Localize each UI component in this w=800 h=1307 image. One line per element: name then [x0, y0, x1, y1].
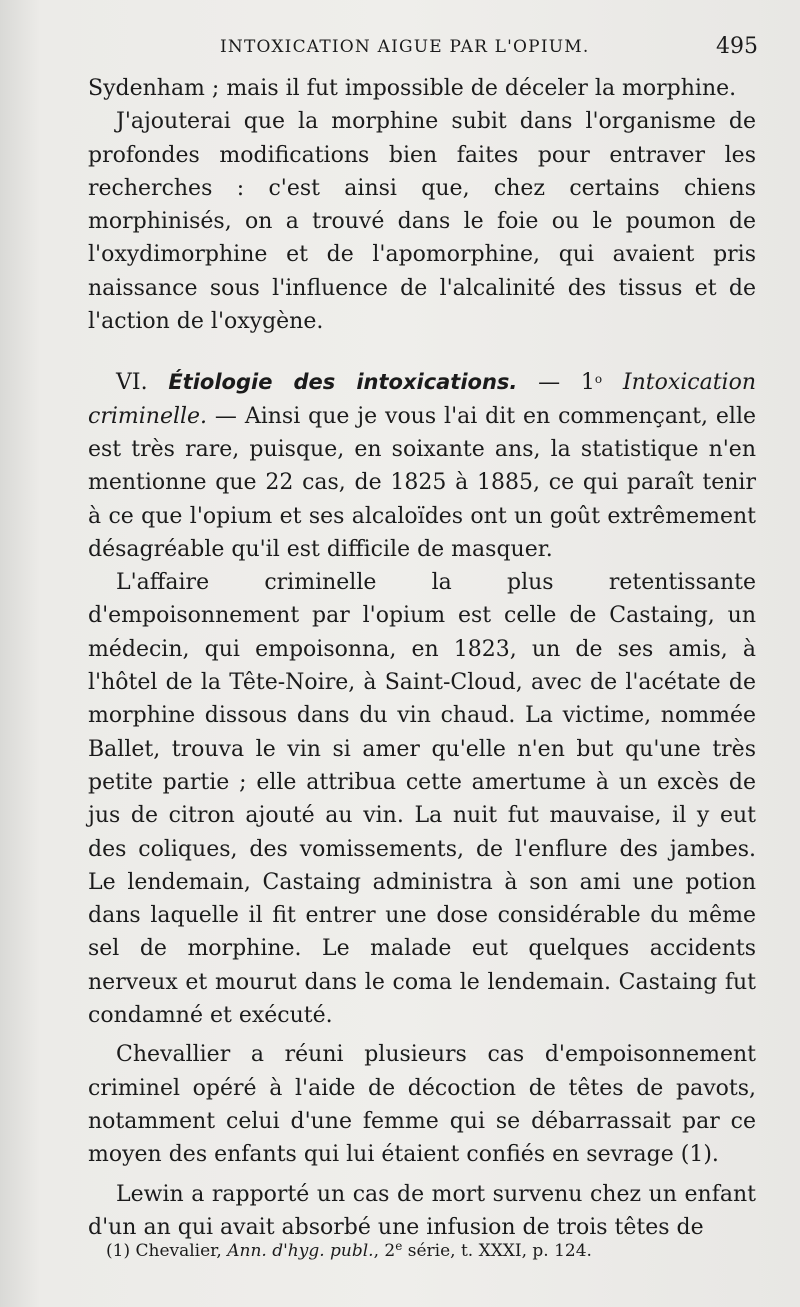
footnote-journal: Ann. d'hyg. publ.	[227, 1241, 374, 1261]
section-number: VI.	[116, 370, 148, 396]
footnote-marker: (1) Chevalier,	[106, 1241, 228, 1261]
page-body	[88, 72, 756, 1244]
section-text: — Ainsi que je vous l'ai dit en commençant, elle est très rare, puisque, en soixante ans, la statistique n'en mentionne que 22 cas, de 1825 à 1885, ce qui paraît tenir à ce que l'opium et ses alcaloïdes ont un goût extrêmement désagréable qu'il est difficile de masquer.	[88, 403, 756, 562]
paragraph-chevallier: Chevallier a réuni plusieurs cas d'empoisonnement criminel opéré à l'aide de décoction de têtes de pavots, notamment celui d'une femme qui se débarrassait par ce moyen des enfants qui lui étaient confiés en sevrage (1).	[88, 1042, 756, 1168]
footnote-series: , 2	[373, 1241, 396, 1261]
paragraph-lewin: Lewin a rapporté un cas de mort survenu chez un enfant d'un an qui avait absorbé une infusion de trois têtes de	[88, 1181, 756, 1240]
footnote	[106, 1234, 746, 1263]
page-number: 495	[716, 34, 758, 59]
section-title: Étiologie des intoxications.	[168, 370, 518, 395]
page-header	[88, 34, 760, 64]
ordinal-marker: o	[594, 372, 603, 387]
section-heading-paragraph	[88, 363, 756, 566]
paragraph-continuation: Sydenham ; mais il fut impossible de déceler la morphine.	[88, 76, 737, 101]
footnote-rest: série, t. XXXI, p. 124.	[402, 1241, 592, 1261]
running-head: INTOXICATION AIGUE PAR L'OPIUM.	[220, 37, 590, 57]
paragraph-organism: J'ajouterai que la morphine subit dans l'organisme de profondes modifications bien faites pour entraver les recherches : c'est ainsi que, chez certains chiens morphinisés, on a trouvé dans le foie ou le poumon de l'oxydimorphine et de l'apomorphine, qui avaient pris naissance sous l'influence de l'alcalinité des tissus et de l'action de l'oxygène.	[88, 109, 756, 335]
section-dash: — 1	[517, 370, 595, 396]
footnote-series-sup: e	[395, 1239, 403, 1253]
paragraph-castaing: L'affaire criminelle la plus retentissante d'empoisonnement par l'opium est celle de Castaing, un médecin, qui empoisonna, en 1823, un de ses amis, à l'hôtel de la Tête-Noire, à Saint-Cloud, avec de l'acétate de morphine dissous dans du vin chaud. La victime, nommée Ballet, trouva le vin si amer qu'elle n'en but qu'une très petite partie ; elle attribua cette amertume à un excès de jus de citron ajouté au vin. La nuit fut mauvaise, il y eut des coliques, des vomissements, de l'enflure des jambes. Le lendemain, Castaing administra à son ami une potion dans laquelle il fit entrer une dose considérable du même sel de morphine. Le malade eut quelques accidents nerveux et mourut dans le coma le lendemain. Castaing fut condamné et exécuté.	[88, 570, 756, 1029]
subsection-title: Intoxication criminelle.	[88, 370, 756, 429]
